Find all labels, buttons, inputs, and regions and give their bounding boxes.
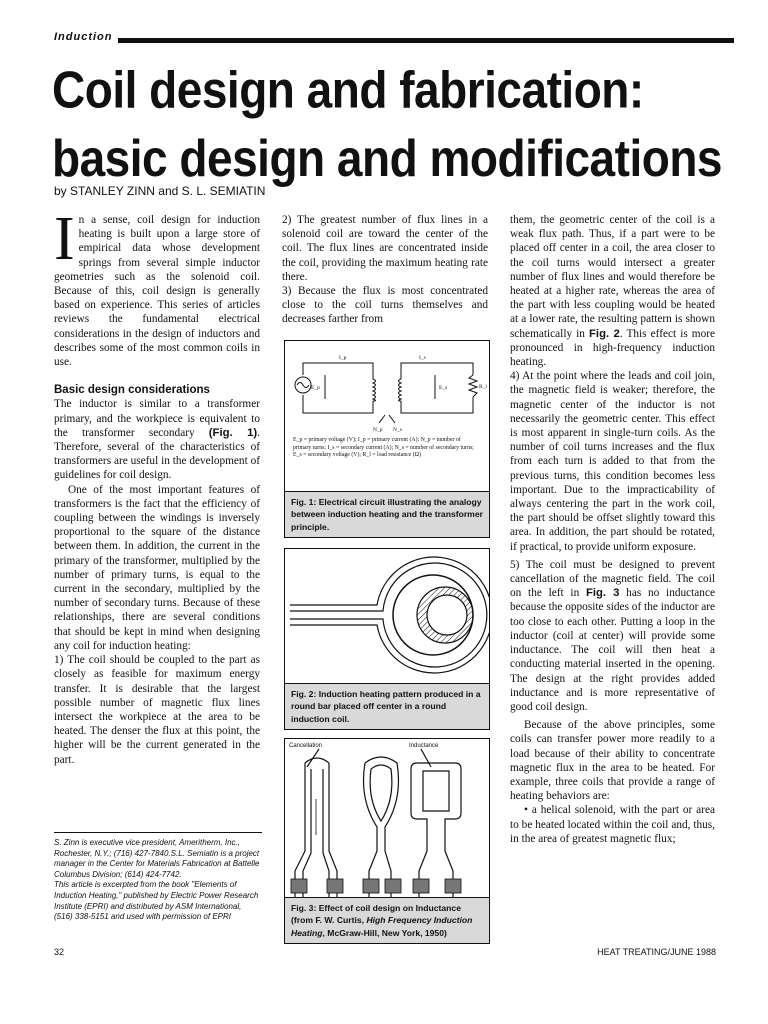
figure-2 xyxy=(284,548,490,730)
paragraph-condition-4: 4) At the point where the leads and coil join, the magnetic field is weaker; therefore, the magnetic center of the inductor is not necessarily the geometric center. This effect is most apparent in single-turn coils. As the number of coil turns increases and the flux from each turn is added to that from the previous turns, this condition becomes less important. Due to the impracticability of always centering the part in the work coil, the part should be offset slightly toward this area. In addition, the part should be rotated, if practical, to provide uniform exposure. xyxy=(510,370,715,553)
bio-source: This article is excerpted from the book "Elements of Induction Heating," published by Electric Power Research Institute (EPRI) and distributed by ASM International, (516) 338-5151 and used with permission of EPRI xyxy=(54,880,259,922)
page-number: 32 xyxy=(54,947,65,957)
journal-footer: HEAT TREATING/JUNE 1988 xyxy=(597,947,716,957)
paragraph-coupling: One of the most important features of transformers is the fact that the efficiency of coupling between the windings is inversely proportional to the square of the distance between them. In addition, the current in the primary of the transformer, multiplied by the number of primary turns, is equal to the current in the secondary, multiplied by the number of secondary turns. Because of these relationships, there are several conditions that should be kept in mind when designing any coil for induction heating: xyxy=(54,483,260,652)
figure-1-caption: Fig. 1: Electrical circuit illustrating the analogy between induction heating and the transformer principle. xyxy=(285,491,489,538)
author-1: STANLEY ZINN xyxy=(70,184,155,198)
header-rule xyxy=(118,38,734,43)
figure-1 xyxy=(284,340,490,538)
coil-center xyxy=(364,757,399,897)
coil-designs-diagram xyxy=(285,739,489,897)
paragraph-text: them, the geometric center of the coil is a weak flux path. Thus, if a part were to be placed off center in a coil, the area closer to the coil turns would intersect a greater number of flux lines and would therefore be heated at a higher rate, whereas the area of the part with less coupling would be heated at a lower rate, the resulting pattern is shown schematically in xyxy=(510,214,715,340)
caption-text: , McGraw-Hill, New York, 1950) xyxy=(322,927,447,938)
label-cancellation: Cancellation xyxy=(289,743,323,749)
figure-1-legend: E_p = primary voltage (V); I_p = primary current (A); N_p = number of primary turns; I_s = secondary current (A); N_s = number of secondary turns; E_s = secondary voltage (V); R_l = load resistance (Ω) xyxy=(293,437,474,459)
figure-3 xyxy=(284,738,490,944)
byline xyxy=(54,184,265,198)
byline-and: and xyxy=(154,184,182,198)
label-ns: N_s xyxy=(393,427,402,433)
label-np: N_p xyxy=(373,427,383,433)
label-rl: R_l xyxy=(479,384,487,390)
column-2 xyxy=(282,213,488,327)
paragraph-text: . Therefore, several of the characteristics of transformers are useful in the development of guidelines for coil design. xyxy=(54,426,260,482)
intro-text: n a sense, coil design for induction heating is built upon a large store of empirical data whose development springs from several simple inductor geometries such as the solenoid coil. Because of this, coil design is generally based on experience. This series of articles reviews the fundamental electrical considerations in the design of inductors and describes some of the most common coils in use. xyxy=(54,214,260,369)
label-is: I_s xyxy=(419,355,426,361)
caption-text: Fig. 3: Effect of coil design on Inductance (from F. W. Curtis, xyxy=(291,902,461,925)
label-ep: E_p xyxy=(311,385,320,391)
paragraph-condition-5 xyxy=(510,558,715,714)
figure-reference: Fig. 2 xyxy=(589,327,620,340)
label-ip: I_p xyxy=(339,355,347,361)
paragraph-off-center xyxy=(510,213,715,369)
paragraph-text: has no inductance because the opposite sides of the inductor are too close to each other. Putting a loop in the inductor (coil at center) will provide some inductance. The coil will then heat a conducting material inserted in the opening. The design at the right provides added inductance and is more representative of good coil design. xyxy=(510,587,715,713)
paragraph-text: The inductor is similar to a transformer primary, and the workpiece is equivalent to the transformer secondary xyxy=(54,398,260,439)
label-inductance: Inductance xyxy=(409,743,439,749)
off-center-bar-diagram xyxy=(285,549,489,679)
figure-reference: Fig. 3 xyxy=(585,587,620,600)
paragraph-condition-3: 3) Because the flux is most concentrated close to the coil turns themselves and decreases farther from xyxy=(282,285,488,326)
bio-authors: S. Zinn is executive vice president, Ameritherm, Inc., Rochester, N.Y.; (716) 427-7840.S.L. Semiatin is a project manager in the Center for Materials Fabrication at Battelle Columbus Division; (614) 424-7742. xyxy=(54,838,260,879)
paragraph-transformer xyxy=(54,397,260,482)
author-bio xyxy=(54,832,262,923)
bullet-helical-solenoid: • a helical solenoid, with the part or area to be heated located within the coil and, thus, in the area of greatest magnetic flux; xyxy=(510,804,715,845)
caption-book-title: High Frequency Induction Heating xyxy=(291,915,473,938)
secondary-coil xyxy=(399,379,402,401)
title-line-2: basic design and modifications xyxy=(52,128,723,188)
column-3 xyxy=(510,213,715,846)
paragraph-text: . This effect is more pronounced in high-frequency induction heating. xyxy=(510,327,716,369)
load-resistor xyxy=(469,375,477,397)
article-title xyxy=(52,56,742,193)
figure-3-caption xyxy=(285,897,489,944)
byline-prefix: by xyxy=(54,184,71,198)
paragraph-condition-2: 2) The greatest number of flux lines in a solenoid coil are toward the center of the coil. The flux lines are concentrated inside the coil, providing the maximum heating rate there. xyxy=(282,214,488,283)
coil-right xyxy=(411,763,461,897)
figure-2-caption: Fig. 2: Induction heating pattern produced in a round bar placed off center in a round induction coil. xyxy=(285,683,489,730)
figure-reference: (Fig. 1) xyxy=(208,426,258,439)
label-es: E_s xyxy=(439,385,448,391)
section-label: Induction xyxy=(54,31,113,43)
transformer-circuit-diagram xyxy=(285,341,489,451)
drop-cap: I xyxy=(54,205,75,273)
subhead-basic-design: Basic design considerations xyxy=(54,384,210,397)
primary-coil xyxy=(373,379,376,401)
paragraph-text: 5) The coil must be designed to prevent cancellation of the magnetic field. The coil on the left in xyxy=(510,558,715,600)
bar-core xyxy=(427,595,467,635)
paragraph-principles: Because of the above principles, some coils can transfer power more readily to a load because of their ability to concentrate magnetic flux in the area to be heated. For example, three coils that provide a range of heating behaviors are: xyxy=(510,719,715,803)
intro-paragraph xyxy=(54,205,260,369)
paragraph-condition-1: 1) The coil should be coupled to the part as closely as feasible for maximum energy transfer. It is desirable that the largest possible number of magnetic flux lines intersect the workpiece at the area to be heated. The denser the flux at this point, the higher will be the current generated in the part. xyxy=(54,654,260,766)
title-line-1: Coil design and fabrication: xyxy=(52,60,644,119)
column-1 xyxy=(54,205,260,767)
author-2: S. L. SEMIATIN xyxy=(181,184,266,198)
